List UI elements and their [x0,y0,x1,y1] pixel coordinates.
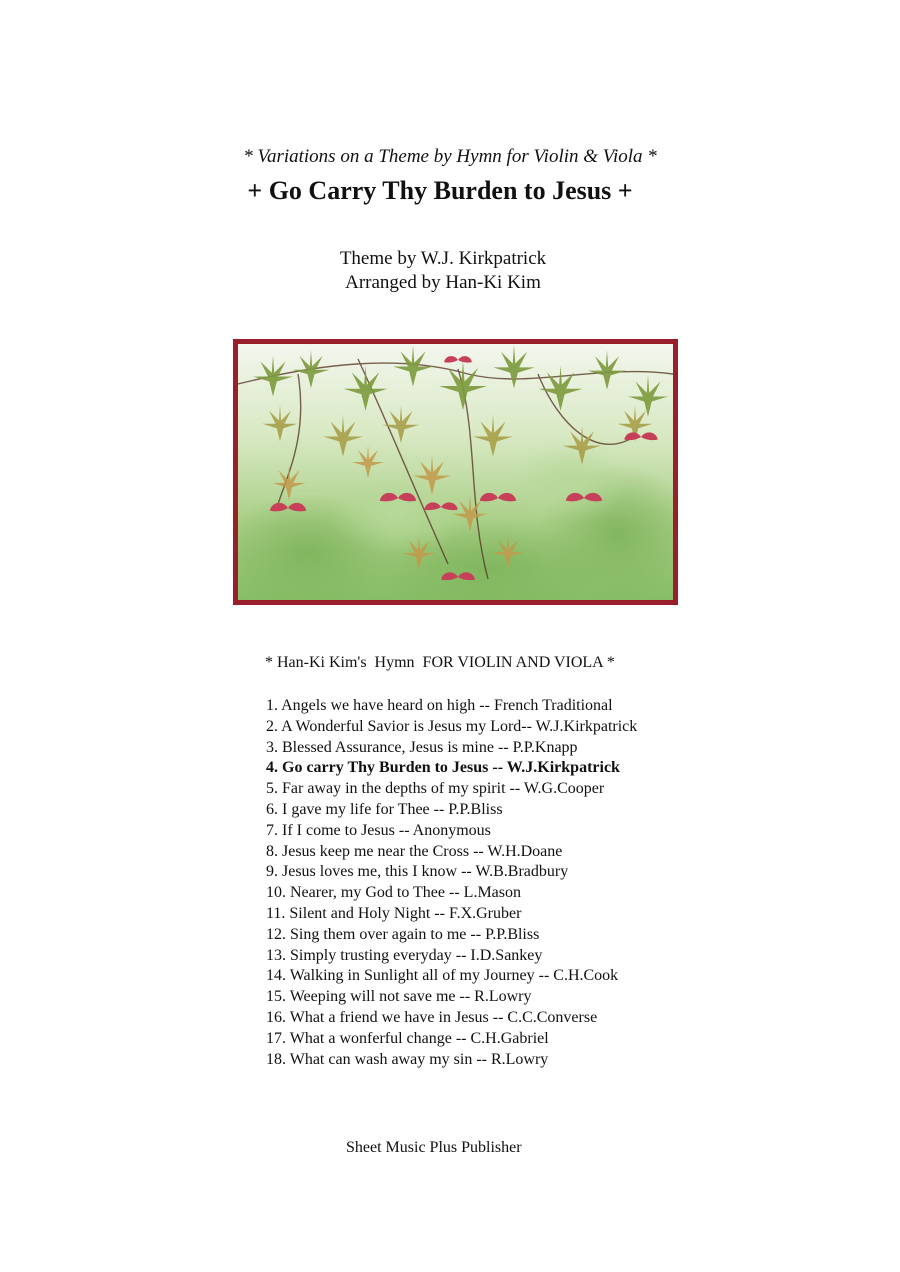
list-item: 15. Weeping will not save me -- R.Lowry [266,988,532,1006]
publisher-credit: Sheet Music Plus Publisher [346,1139,522,1156]
collection-heading: * Han-Ki Kim's Hymn FOR VIOLIN AND VIOLA * [265,654,615,671]
list-item: 18. What can wash away my sin -- R.Lowry [266,1050,549,1068]
list-item: 5. Far away in the depths of my spirit -- W.G.Cooper [266,780,605,798]
list-item: 14. Walking in Sunlight all of my Journey -- C.H.Cook [266,967,619,985]
list-item: 16. What a friend we have in Jesus -- C.C.Converse [266,1008,598,1026]
cover-image [233,339,678,605]
list-item: 7. If I come to Jesus -- Anonymous [266,821,491,839]
japanese-maple-leaves-photo [238,344,673,600]
list-item: 17. What a wonferful change -- C.H.Gabriel [266,1029,549,1047]
page-title: + Go Carry Thy Burden to Jesus + [247,176,633,205]
arranger-credit: Arranged by Han-Ki Kim [345,272,541,293]
hymn-list [266,696,637,1070]
list-item: 2. A Wonderful Savior is Jesus my Lord-- W.J.Kirkpatrick [266,717,638,735]
list-item: 9. Jesus loves me, this I know -- W.B.Bradbury [266,863,569,881]
theme-credit: Theme by W.J. Kirkpatrick [339,248,547,269]
list-item: 13. Simply trusting everyday -- I.D.Sankey [266,946,543,964]
list-item: 12. Sing them over again to me -- P.P.Bliss [266,925,540,943]
list-item: 3. Blessed Assurance, Jesus is mine -- P.P.Knapp [266,738,578,756]
list-item: 6. I gave my life for Thee -- P.P.Bliss [266,800,503,818]
list-item: 8. Jesus keep me near the Cross -- W.H.Doane [266,842,563,860]
subtitle: * Variations on a Theme by Hymn for Violin & Viola * [243,146,657,167]
list-item-current: 4. Go carry Thy Burden to Jesus -- W.J.Kirkpatrick [266,759,620,777]
list-item: 1. Angels we have heard on high -- French Traditional [266,697,613,714]
list-item: 11. Silent and Holy Night -- F.X.Gruber [266,904,522,922]
list-item: 10. Nearer, my God to Thee -- L.Mason [266,884,521,902]
